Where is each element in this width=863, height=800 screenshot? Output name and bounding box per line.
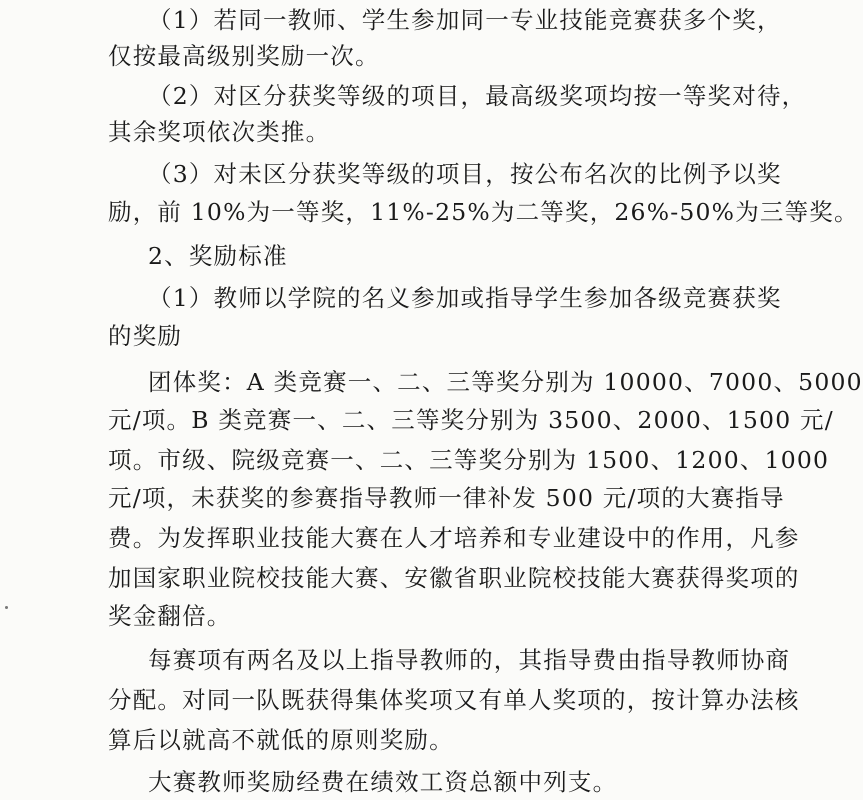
paragraph-line: 大赛教师奖励经费在绩效工资总额中列支。 — [148, 768, 618, 796]
paragraph-line: （1）教师以学院的名义参加或指导学生参加各级竞赛获奖 — [148, 284, 782, 312]
paragraph-line: （2）对区分获奖等级的项目，最高级奖项均按一等奖对待， — [148, 82, 807, 110]
paragraph-line: 费。为发挥职业技能大赛在人才培养和专业建设中的作用，凡参 — [108, 524, 800, 552]
paragraph-line: 元/项，未获奖的参赛指导教师一律补发 500 元/项的大赛指导 — [108, 484, 785, 512]
paragraph-line: 励，前 10%为一等奖，11%-25%为二等奖，26%-50%为三等奖。 — [108, 198, 859, 226]
paragraph-line: （3）对未区分获奖等级的项目，按公布名次的比例予以奖 — [148, 160, 782, 188]
paragraph-line: 其余奖项依次类推。 — [108, 118, 331, 146]
scan-speck — [5, 606, 8, 609]
paragraph-line: 每赛项有两名及以上指导教师的，其指导费由指导教师协商 — [148, 646, 791, 674]
paragraph-line: 奖金翻倍。 — [108, 602, 232, 630]
section-heading: 2、奖励标准 — [148, 242, 288, 270]
paragraph-line: 团体奖：A 类竞赛一、二、三等奖分别为 10000、7000、5000 — [148, 368, 863, 396]
paragraph-line: 元/项。B 类竞赛一、二、三等奖分别为 3500、2000、1500 元/ — [108, 406, 834, 434]
paragraph-line: 加国家职业院校技能大赛、安徽省职业院校技能大赛获得奖项的 — [108, 564, 800, 592]
paragraph-line: 仅按最高级别奖励一次。 — [108, 42, 380, 70]
paragraph-line: 项。市级、院级竞赛一、二、三等奖分别为 1500、1200、1000 — [108, 446, 830, 474]
paragraph-line: （1）若同一教师、学生参加同一专业技能竞赛获多个奖， — [148, 6, 782, 34]
paragraph-line: 的奖励 — [108, 322, 183, 350]
paragraph-line: 分配。对同一队既获得集体奖项又有单人奖项的，按计算办法核 — [108, 686, 800, 714]
paragraph-line: 算后以就高不就低的原则奖励。 — [108, 726, 454, 754]
